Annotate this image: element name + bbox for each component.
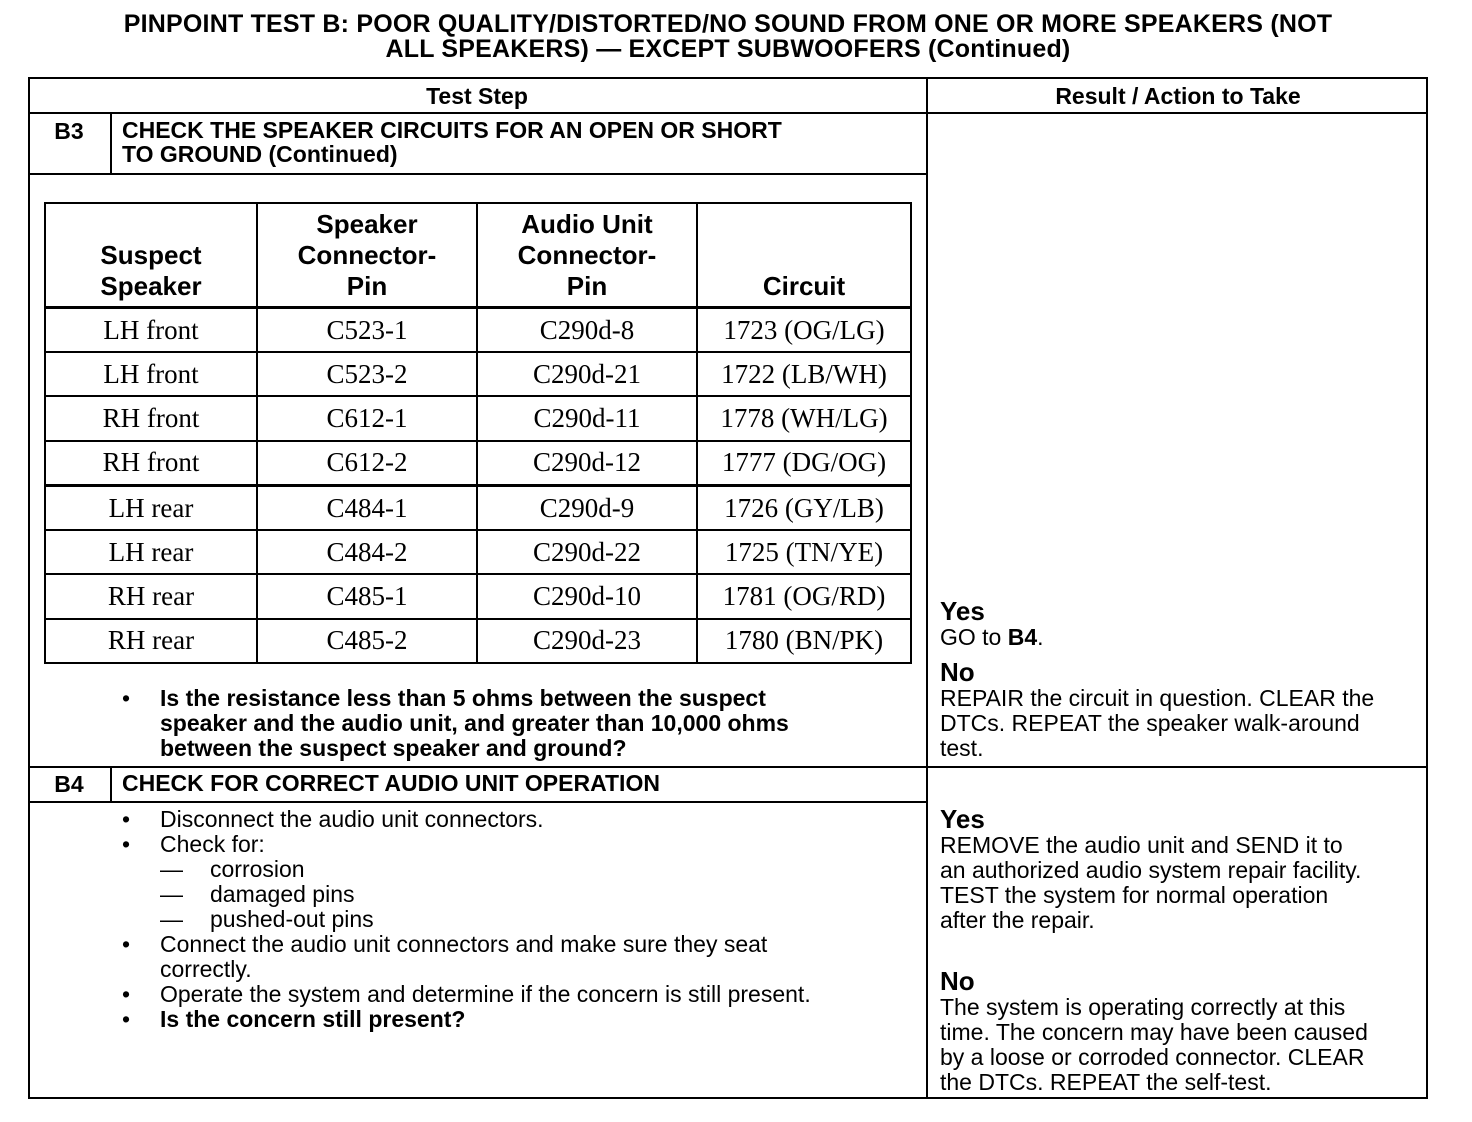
b3-result xyxy=(940,597,1426,761)
b3-yes-label: Yes xyxy=(940,596,985,626)
table-row: LH front C523-1 C290d-8 1723 (OG/LG) xyxy=(45,308,911,353)
step-title-b3-line-1: CHECK THE SPEAKER CIRCUITS FOR AN OPEN OR SHORT xyxy=(122,117,782,143)
b4-result xyxy=(940,805,1426,1095)
step-number-b4: B4 xyxy=(54,771,84,797)
b4-yes-text: REMOVE the audio unit and SEND it to an authorized audio system repair facility. TEST the system for normal operation after the repair. xyxy=(940,832,1362,933)
col-circuit: Circuit xyxy=(697,203,911,308)
b3-question-list xyxy=(122,686,922,761)
step-title-b3-line-2: TO GROUND (Continued) xyxy=(122,141,398,167)
list-item: — corrosion xyxy=(122,857,922,882)
col-audio-unit-connector-pin: Audio Unit Connector- Pin xyxy=(477,203,697,308)
b4-no-label: No xyxy=(940,966,975,996)
col-suspect-speaker: Suspect Speaker xyxy=(45,203,257,308)
table-row: LH rear C484-2 C290d-22 1725 (TN/YE) xyxy=(45,530,911,574)
b3-no-label: No xyxy=(940,657,975,687)
table-row: RH rear C485-1 C290d-10 1781 (OG/RD) xyxy=(45,574,911,618)
table-header-row xyxy=(45,203,911,308)
b3-b4-divider xyxy=(28,766,1428,768)
table-row: LH rear C484-1 C290d-9 1726 (GY/LB) xyxy=(45,485,911,530)
b3-number-divider xyxy=(110,112,112,174)
step-number-b3: B3 xyxy=(54,118,84,144)
table-row: RH front C612-2 C290d-12 1777 (DG/OG) xyxy=(45,441,911,486)
b4-yes-label: Yes xyxy=(940,804,985,834)
b4-instruction-list xyxy=(122,807,922,1032)
page-title xyxy=(28,12,1428,62)
b4-title-divider xyxy=(28,801,926,803)
b4-no-text: The system is operating correctly at this time. The concern may have been caused by a loose or corroded connector. CLEAR the DTCs. REPEAT the self-test. xyxy=(940,994,1368,1095)
list-item: • Operate the system and determine if the concern is still present. xyxy=(122,982,922,1007)
speaker-circuit-table xyxy=(44,202,912,664)
title-line-2: ALL SPEAKERS) — EXCEPT SUBWOOFERS (Continued) xyxy=(385,35,1071,63)
header-divider xyxy=(28,112,1428,114)
table-row: RH front C612-1 C290d-11 1778 (WH/LG) xyxy=(45,396,911,440)
list-item: • Check for: xyxy=(122,832,922,857)
list-item: • Disconnect the audio unit connectors. xyxy=(122,807,922,832)
b4-question: • Is the concern still present? xyxy=(122,1007,922,1032)
column-divider xyxy=(926,77,928,1099)
b3-no-text: REPAIR the circuit in question. CLEAR the DTCs. REPEAT the speaker walk-around test. xyxy=(940,685,1375,761)
list-item: — pushed-out pins xyxy=(122,907,922,932)
list-item: • Connect the audio unit connectors and make sure they seat xyxy=(122,932,922,957)
list-item: correctly. xyxy=(160,956,252,982)
title-line-1: PINPOINT TEST B: POOR QUALITY/DISTORTED/NO SOUND FROM ONE OR MORE SPEAKERS (NOT xyxy=(123,10,1333,38)
table-row: LH front C523-2 C290d-21 1722 (LB/WH) xyxy=(45,352,911,396)
table-row: RH rear C485-2 C290d-23 1780 (BN/PK) xyxy=(45,619,911,663)
col-speaker-connector-pin: Speaker Connector- Pin xyxy=(257,203,477,308)
b4-number-divider xyxy=(110,766,112,802)
result-header: Result / Action to Take xyxy=(1055,83,1301,109)
step-title-b3 xyxy=(122,118,912,165)
b3-question: • Is the resistance less than 5 ohms between the suspect speaker and the audio unit, and greater than 10,000 ohms between the suspect speaker and ground? xyxy=(122,686,922,761)
b3-title-divider xyxy=(28,173,926,175)
list-item: — damaged pins xyxy=(122,882,922,907)
b3-yes-text: GO to B4. xyxy=(940,624,1044,650)
test-step-header: Test Step xyxy=(426,83,528,109)
step-title-b4: CHECK FOR CORRECT AUDIO UNIT OPERATION xyxy=(122,770,660,796)
b4-link: B4 xyxy=(1007,624,1038,650)
